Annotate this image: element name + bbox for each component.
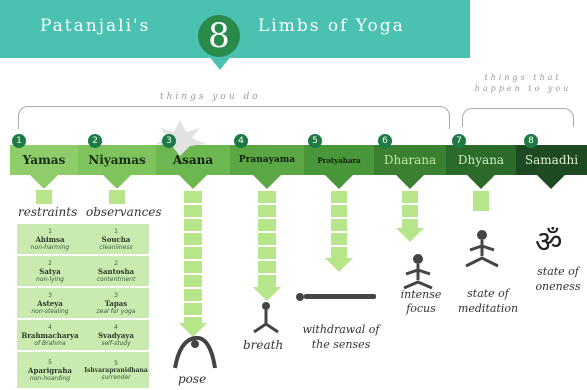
stem-asana [184, 189, 202, 327]
limb-header-dhyana: Dhyana [446, 145, 516, 175]
yama-item: 1 Ahimsa non-harming [17, 224, 83, 254]
note-things-happen: things that happen to you [474, 73, 572, 93]
desc-restraints: restraints [18, 205, 78, 219]
desc-breath: breath [243, 338, 284, 352]
desc-intense-focus: intense focus [400, 288, 442, 315]
limb-number-3: 3 [162, 134, 176, 148]
focus-figure-icon [398, 252, 438, 292]
niyama-item: 4 Svadyaya self-study [83, 320, 149, 350]
chevron-down-icon [396, 175, 424, 189]
stem-pranayama [258, 189, 276, 291]
asana-burst-icon [150, 118, 210, 158]
limb-header-samadhi: Samadhi [516, 145, 587, 175]
yama-item: 2 Satya non-lying [17, 256, 83, 286]
title-left: Patanjali's [40, 16, 151, 36]
title-right: Limbs of Yoga [258, 16, 405, 36]
om-icon: ॐ [535, 225, 563, 260]
yama-item: 5 Aparigraha non-hoarding [17, 352, 83, 388]
chevron-down-icon [253, 287, 281, 301]
limb-number-4: 4 [234, 134, 248, 148]
niyama-item: 1 Soucha cleanliness [83, 224, 149, 254]
limb-number-5: 5 [308, 134, 322, 148]
limb-number-1: 1 [12, 134, 26, 148]
limb-number-7: 7 [452, 134, 466, 148]
lying-figure-icon [292, 290, 382, 304]
meditation-figure-icon [462, 228, 502, 272]
limb-header-niyamas: Niyamas [78, 145, 156, 175]
stem-yamas [36, 188, 52, 204]
breath-figure-icon [246, 300, 286, 336]
niyama-item: 3 Tapas zeal for yoga [83, 288, 149, 318]
pose-figure-icon [170, 330, 220, 370]
chevron-down-icon [325, 258, 353, 272]
limb-number-6: 6 [378, 134, 392, 148]
chevron-down-icon [325, 175, 353, 189]
stem-niyamas [109, 188, 125, 204]
chevron-down-icon [396, 228, 424, 242]
desc-pose: pose [178, 372, 207, 386]
chevron-down-icon [103, 175, 131, 189]
stem-dharana [402, 189, 418, 231]
limb-number-2: 2 [88, 134, 102, 148]
limb-header-dharana: Dharana [374, 145, 446, 175]
desc-meditation: state of meditation [457, 287, 519, 315]
limb-number-8: 8 [524, 134, 538, 148]
limb-header-asana: Asana [156, 145, 230, 175]
stem-dhyana [473, 189, 489, 211]
stem-pratyahara [331, 189, 347, 261]
brace-you-do [18, 106, 450, 129]
limb-header-pranayama: Pranayama [230, 145, 304, 175]
chevron-down-icon [537, 175, 565, 189]
chevron-down-icon [467, 175, 495, 189]
chevron-down-icon [30, 175, 58, 189]
yama-item: 4 Brahmacharya of Brahma [17, 320, 83, 350]
desc-oneness: state of oneness [535, 265, 581, 293]
limb-header-yamas: Yamas [10, 145, 78, 175]
limb-header-pratyahara: Pratyahara [304, 145, 374, 175]
note-things-you-do: things you do [160, 92, 261, 102]
desc-withdrawal: withdrawal of the senses [302, 323, 380, 351]
yama-item: 3 Asteya non-stealing [17, 288, 83, 318]
niyama-item: 2 Santosha contentment [83, 256, 149, 286]
brace-happens [462, 108, 574, 127]
niyama-item: 5 Ishvarapranidhana surrender [83, 352, 149, 388]
desc-observances: observances [86, 205, 162, 219]
title-number-circle: 8 [198, 15, 240, 57]
chevron-down-icon [253, 175, 281, 189]
chevron-down-icon [179, 175, 207, 189]
